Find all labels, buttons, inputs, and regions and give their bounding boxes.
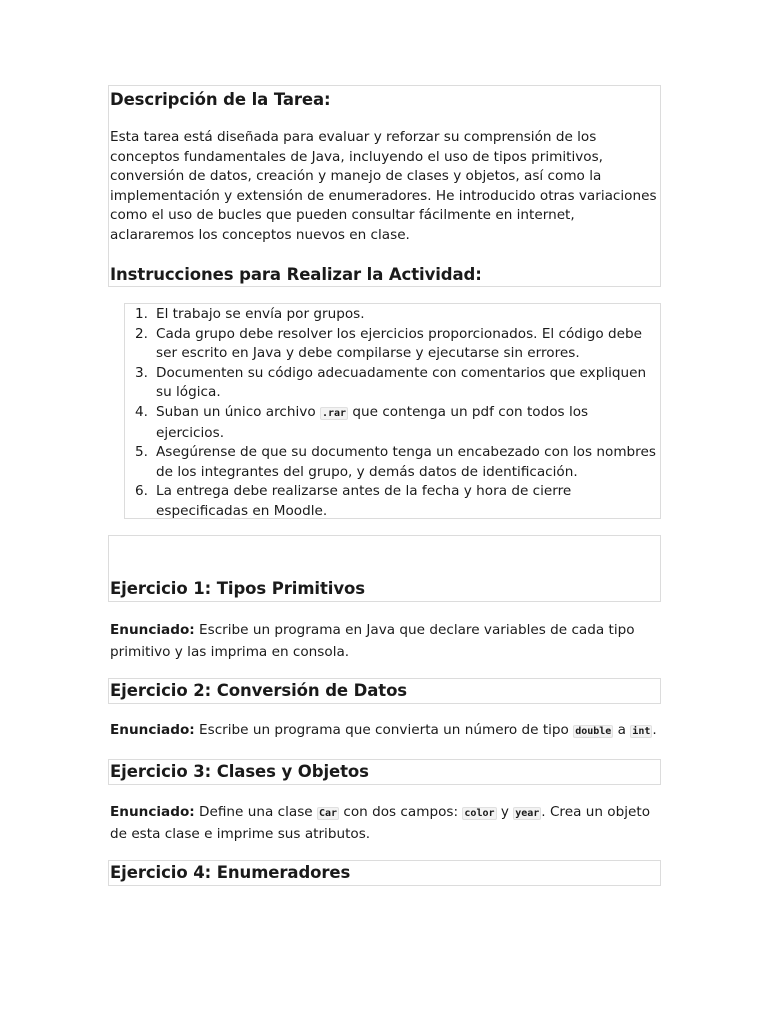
list-item-number: 2. bbox=[135, 325, 148, 342]
list-item bbox=[126, 403, 656, 443]
inline-code-rar: .rar bbox=[321, 407, 347, 419]
list-item-text-part: que contenga un pdf con todos los ejercicios. bbox=[156, 403, 589, 441]
statement-text: Escribe un programa en Java que declare variables de cada tipo primitivo y las imprima en consola. bbox=[110, 622, 635, 660]
exercise-3-heading: Ejercicio 3: Clases y Objetos bbox=[110, 762, 369, 781]
list-item-text-part: Suban un único archivo bbox=[156, 403, 320, 420]
statement-label: Enunciado: bbox=[110, 804, 195, 820]
statement-text: . Crea un objeto de esta clase e imprime sus atributos. bbox=[110, 804, 651, 842]
instructions-list bbox=[126, 305, 656, 522]
statement-text: a bbox=[613, 722, 631, 738]
statement-text: . bbox=[652, 722, 657, 738]
description-paragraph: Esta tarea está diseñada para evaluar y reforzar su comprensión de los conceptos fundamentales de Java, incluyendo el uso de tipos primitivos, conversión de datos, creación y manejo de clases y objetos, así como la implementación y extensión de enumeradores. He introducido otras variaciones como el uso de bucles que pueden consultar fácilmente en internet, aclararemos los conceptos nuevos en clase. bbox=[110, 129, 657, 243]
list-item-text: La entrega debe realizarse antes de la fecha y hora de cierre especificadas en Moodle. bbox=[156, 483, 572, 519]
description-heading: Descripción de la Tarea: bbox=[110, 90, 331, 109]
exercise-2-heading: Ejercicio 2: Conversión de Datos bbox=[110, 681, 408, 700]
exercise-1-statement bbox=[110, 619, 658, 663]
exercise-4-heading: Ejercicio 4: Enumeradores bbox=[110, 863, 351, 882]
list-item-text bbox=[156, 403, 656, 443]
list-item bbox=[126, 305, 656, 325]
list-item-text: Cada grupo debe resolver los ejercicios proporcionados. El código debe ser escrito en Java y debe compilarse y ejecutarse sin errores. bbox=[156, 325, 642, 362]
statement-label: Enunciado: bbox=[110, 722, 195, 738]
list-item-text: El trabajo se envía por grupos. bbox=[156, 306, 365, 322]
list-item bbox=[126, 325, 656, 364]
list-item bbox=[126, 364, 656, 403]
exercise-3-statement bbox=[110, 802, 658, 845]
list-item bbox=[126, 482, 656, 521]
list-item-text: Asegúrense de que su documento tenga un encabezado con los nombres de los integrantes del grupo, y demás datos de identificación. bbox=[156, 444, 656, 480]
inline-code-color: color bbox=[464, 808, 495, 819]
statement-label: Enunciado: bbox=[110, 622, 195, 638]
list-item bbox=[126, 443, 656, 482]
list-item-number: 1. bbox=[135, 306, 148, 322]
inline-code-car: Car bbox=[318, 808, 338, 819]
inline-code-int: int bbox=[632, 726, 651, 737]
statement-text: con dos campos: bbox=[339, 804, 463, 820]
list-item-number: 5. bbox=[135, 444, 148, 461]
statement-text: Escribe un programa que convierta un número de tipo bbox=[194, 722, 574, 738]
inline-code-double: double bbox=[575, 726, 612, 737]
exercise-2-statement bbox=[110, 721, 658, 742]
list-item-text: Documenten su código adecuadamente con comentarios que expliquen su lógica. bbox=[156, 364, 647, 401]
statement-text: Define una clase bbox=[194, 804, 317, 820]
list-item-number: 3. bbox=[135, 364, 148, 381]
list-item-number: 4. bbox=[135, 403, 148, 420]
statement-text: y bbox=[496, 804, 514, 820]
inline-code-year: year bbox=[515, 808, 540, 819]
instructions-heading: Instrucciones para Realizar la Actividad: bbox=[110, 265, 482, 284]
exercise-1-heading: Ejercicio 1: Tipos Primitivos bbox=[110, 579, 365, 598]
list-item-number: 6. bbox=[135, 483, 148, 500]
